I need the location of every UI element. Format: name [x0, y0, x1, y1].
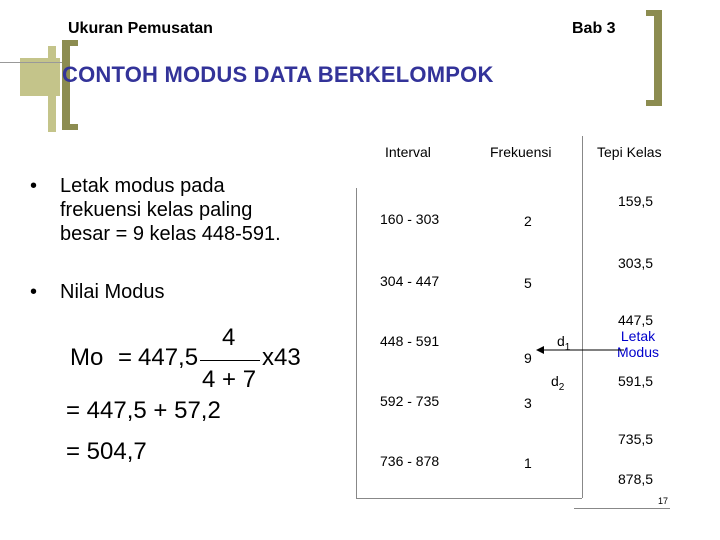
column-header-tepi-kelas: Tepi Kelas [597, 144, 662, 160]
tepi-kelas-cell: 447,5 [618, 312, 654, 328]
formula-value: 447,5 [138, 344, 199, 371]
tepi-kelas-cell: 159,5 [618, 193, 654, 209]
table-header-divider [582, 136, 583, 498]
page-number: 17 [658, 496, 669, 506]
bullet-nilai-modus [30, 280, 320, 306]
decor-thin-line [0, 62, 62, 63]
d1-subscript: 1 [564, 341, 571, 353]
tepi-kelas-cell: 735,5 [618, 431, 654, 447]
decor-bracket-right [654, 10, 662, 106]
tepi-kelas-cell: 303,5 [618, 255, 654, 271]
arrow-d1-indicator [536, 341, 626, 356]
bullet-text [60, 174, 330, 246]
letak-label: Letak [620, 328, 656, 344]
bullet-line: Nilai Modus [60, 281, 165, 303]
decor-bracket-top [62, 40, 78, 46]
interval-cell: 160 - 303 [380, 211, 440, 227]
d1-letter: d [557, 333, 565, 349]
tepi-kelas-cell: 878,5 [618, 471, 654, 487]
interval-cell: 448 - 591 [380, 333, 440, 349]
d2-label [551, 373, 564, 393]
d2-subscript: 2 [558, 381, 565, 393]
column-header-interval: Interval [385, 144, 431, 160]
decor-bracket-bottom [62, 124, 78, 130]
frequency-cell: 5 [524, 275, 532, 291]
frequency-cell: 9 [524, 350, 532, 366]
page-title: CONTOH MODUS DATA BERKELOMPOK [62, 62, 494, 87]
bullet-line: besar = 9 kelas 448-591. [60, 223, 281, 245]
frequency-cell: 2 [524, 213, 532, 229]
interval-cell: 592 - 735 [380, 393, 440, 409]
d2-letter: d [551, 373, 559, 389]
bullet-marker: • [30, 281, 38, 303]
fraction-denominator: 4 + 7 [202, 366, 257, 393]
page-number-underline [574, 508, 670, 509]
frequency-cell: 3 [524, 395, 532, 411]
header-left: Ukuran Pemusatan [68, 20, 213, 37]
bullet-letak-modus [30, 174, 320, 250]
bullet-line: Letak modus pada [60, 175, 225, 197]
interval-cell: 304 - 447 [380, 273, 440, 289]
table-bottom-border [356, 498, 582, 499]
formula-mo: Mo [70, 344, 104, 371]
decor-bracket-right-top [646, 10, 662, 16]
bullet-line: frekuensi kelas paling [60, 199, 253, 221]
modus-label: Modus [616, 344, 660, 360]
formula-line3: = 504,7 [66, 438, 147, 465]
tepi-kelas-cell: 591,5 [618, 373, 654, 389]
header-right: Bab 3 [572, 20, 616, 37]
formula-equals: = [118, 344, 133, 371]
table-left-border [356, 188, 357, 498]
decor-bracket-right-bottom [646, 100, 662, 106]
frequency-cell: 1 [524, 455, 532, 471]
formula-line2: = 447,5 + 57,2 [66, 397, 221, 424]
bullet-marker: • [30, 175, 38, 197]
column-header-frekuensi: Frekuensi [490, 144, 552, 160]
bullet-text [60, 280, 330, 304]
formula-times: x43 [262, 344, 301, 371]
decor-vertical-bar [48, 46, 56, 132]
interval-cell: 736 - 878 [380, 453, 440, 469]
fraction-bar [200, 360, 260, 361]
fraction-numerator: 4 [222, 324, 236, 351]
